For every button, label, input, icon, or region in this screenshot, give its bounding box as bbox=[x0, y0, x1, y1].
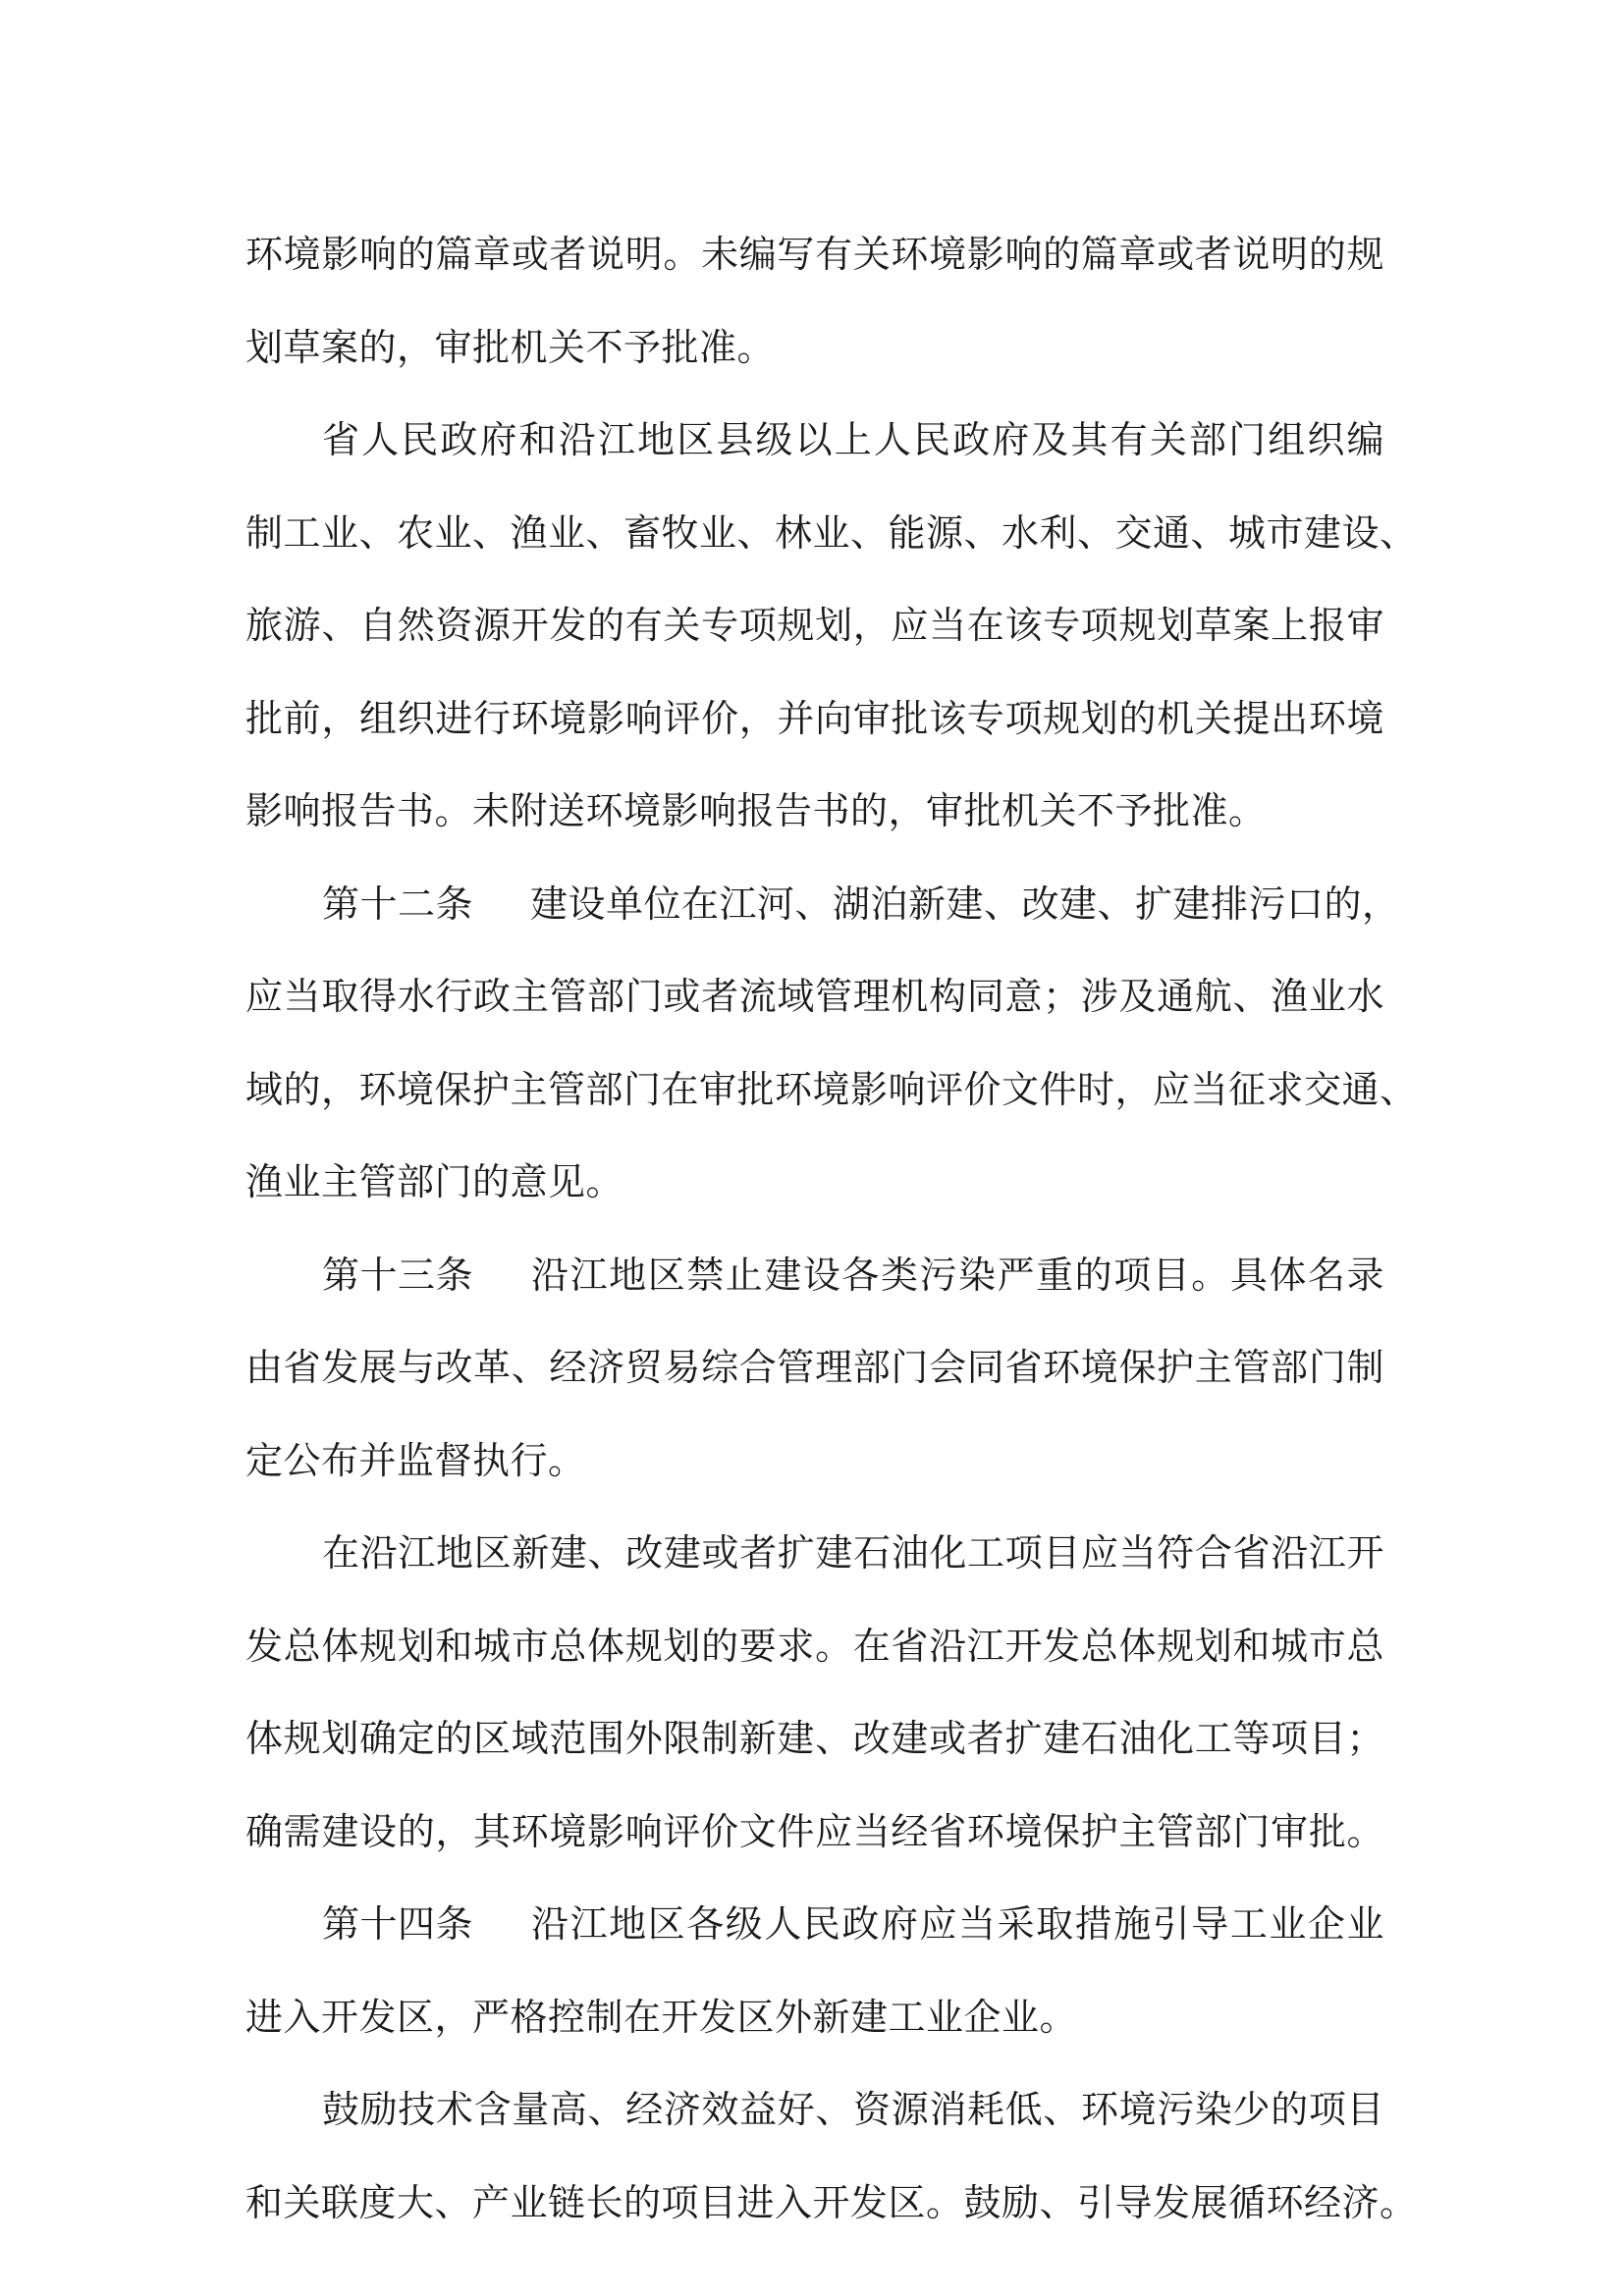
text-line: 旅游、自然资源开发的有关专项规划，应当在该专项规划草案上报审 bbox=[245, 604, 1384, 647]
text-line bbox=[245, 1878, 1384, 1971]
text-line: 体规划确定的区域范围外限制新建、改建或者扩建石油化工等项目； bbox=[245, 1717, 1384, 1760]
paragraph bbox=[245, 1507, 1384, 1878]
text-line: 域的，环境保护主管部门在审批环境影响评价文件时，应当征求交通、 bbox=[245, 1067, 1418, 1111]
text-line: 渔业主管部门的意见。 bbox=[245, 1160, 624, 1203]
text-line: 应当取得水行政主管部门或者流域管理机构同意；涉及通航、渔业水 bbox=[245, 975, 1384, 1018]
article-text: 沿江地区各级人民政府应当采取措施引导工业企业 bbox=[530, 1902, 1384, 1946]
text-line: 在沿江地区新建、改建或者扩建石油化工项目应当符合省沿江开 bbox=[322, 1531, 1384, 1575]
article-12 bbox=[245, 858, 1418, 1229]
article-number: 第十三条 bbox=[322, 1253, 474, 1297]
document-body bbox=[245, 208, 1418, 2249]
text-line: 进入开发区，严格控制在开发区外新建工业企业。 bbox=[245, 1995, 1078, 2039]
text-line: 批前，组织进行环境影响评价，并向审批该专项规划的机关提出环境 bbox=[245, 696, 1384, 740]
text-line bbox=[245, 858, 1400, 951]
text-line: 影响报告书。未附送环境影响报告书的，审批机关不予批准。 bbox=[245, 789, 1267, 832]
article-number: 第十四条 bbox=[322, 1902, 474, 1946]
text-line: 发总体规划和城市总体规划的要求。在省沿江开发总体规划和城市总 bbox=[245, 1624, 1384, 1668]
text-line: 划草案的，审批机关不予批准。 bbox=[245, 325, 776, 369]
text-line: 定公布并监督执行。 bbox=[245, 1438, 586, 1482]
text-line: 制工业、农业、渔业、畜牧业、林业、能源、水利、交通、城市建设、 bbox=[245, 510, 1418, 555]
article-number: 第十二条 bbox=[322, 881, 474, 926]
text-line: 鼓励技术含量高、经济效益好、资源消耗低、环境污染少的项目 bbox=[322, 2088, 1384, 2131]
text-line bbox=[245, 1229, 1384, 1322]
text-line: 省人民政府和沿江地区县级以上人民政府及其有关部门组织编 bbox=[322, 418, 1384, 461]
article-13 bbox=[245, 1229, 1384, 1508]
text-line: 由省发展与改革、经济贸易综合管理部门会同省环境保护主管部门制 bbox=[245, 1346, 1384, 1389]
text-line: 确需建设的，其环境影响评价文件应当经省环境保护主管部门审批。 bbox=[245, 1809, 1384, 1853]
text-line: 环境影响的篇章或者说明。未编写有关环境影响的篇章或者说明的规 bbox=[245, 233, 1384, 276]
paragraph bbox=[245, 2063, 1418, 2249]
paragraph bbox=[245, 208, 1384, 394]
text-line: 和关联度大、产业链长的项目进入开发区。鼓励、引导发展循环经济。 bbox=[245, 2180, 1418, 2224]
article-14 bbox=[245, 1878, 1384, 2063]
article-text: 建设单位在江河、湖泊新建、改建、扩建排污口的， bbox=[530, 881, 1400, 926]
article-text: 沿江地区禁止建设各类污染严重的项目。具体名录 bbox=[530, 1253, 1384, 1297]
paragraph bbox=[245, 394, 1418, 858]
